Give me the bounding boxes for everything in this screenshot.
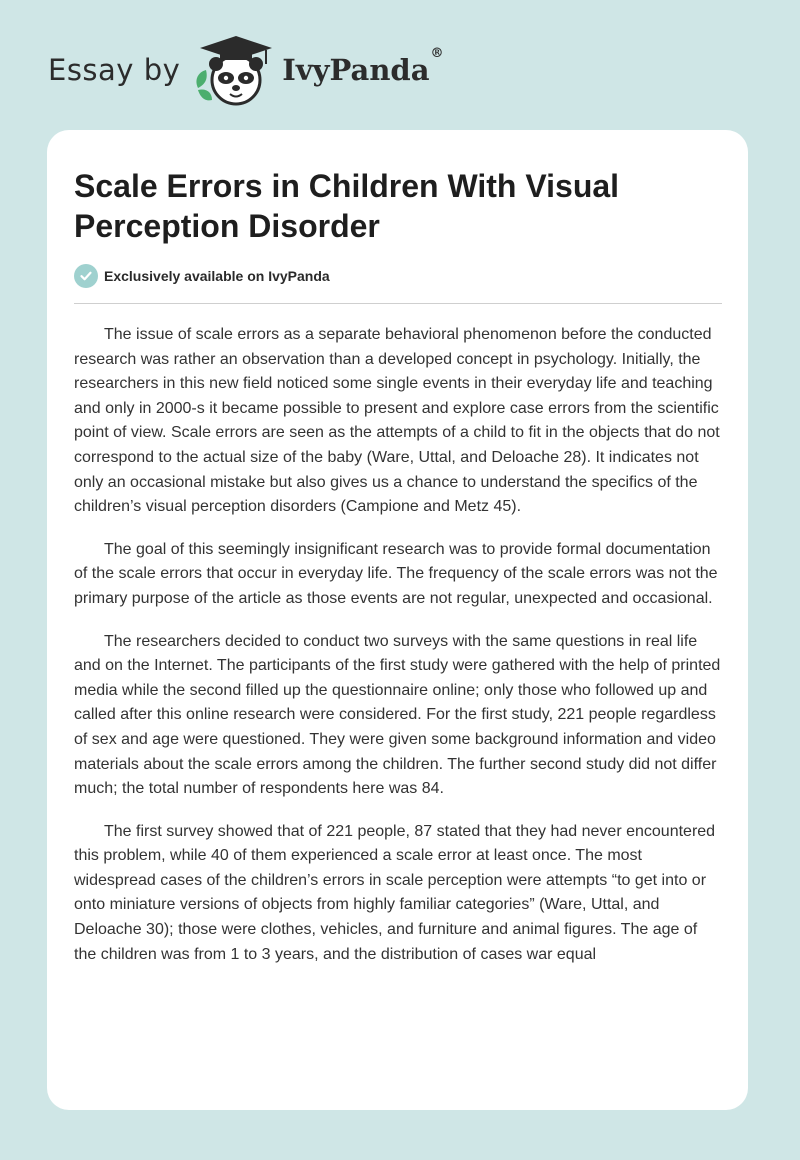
brand-text: IvyPanda <box>282 53 430 87</box>
exclusive-badge-label: Exclusively available on IvyPanda <box>104 268 330 284</box>
essay-by-label: Essay by <box>48 53 181 87</box>
divider <box>74 303 722 304</box>
paragraph: The issue of scale errors as a separate behavioral phenomenon before the conducted research was rather an observation than a developed concept in psychology. Initially, the researchers in this new field noticed some single events in their everyday life and teaching and only in 2000-s it became possible to present and explore case errors from the scientific point of view. Scale errors are seen as the attempts of a child to fit in the objects that do not correspond to the actual size of the baby (Ware, Uttal, and Deloache 28). It indicates not only an occasional mistake but also gives us a chance to understand the specifics of the children’s visual perception disorders (Campione and Metz 45). <box>74 326 720 516</box>
essay-card <box>47 130 748 1110</box>
check-icon <box>74 264 98 288</box>
paragraph: The first survey showed that of 221 people, 87 stated that they had never encountered this problem, while 40 of them experienced a scale error at least once. The most widespread cases of the children’s errors in scale perception were attempts “to get into or onto miniature versions of objects from highly familiar categories” (Ware, Uttal, and Deloache 30); those were clothes, vehicles, and furniture and animal figures. The age of the children was from 1 to 3 years, and the distribution of cases war equal <box>74 822 716 963</box>
page-title: Scale Errors in Children With Visual Perception Disorder <box>74 168 620 244</box>
panda-logo-icon[interactable] <box>192 30 274 110</box>
brand-name[interactable] <box>282 46 444 87</box>
site-header <box>48 30 444 110</box>
paragraph: The researchers decided to conduct two surveys with the same questions in real life and on the Internet. The participants of the first study were gathered with the help of printed media while the second filled up the questionnaire online; only those who followed up and called after this online research were considered. For the first study, 221 people regardless of sex and age were questioned. They were given some background information and video materials about the scale errors among the children. The further second study did not differ much; the total number of respondents here was 84. <box>74 632 721 798</box>
registered-mark: ® <box>430 46 444 62</box>
paragraph: The goal of this seemingly insignificant research was to provide formal documentation of the scale errors that occur in everyday life. The frequency of the scale errors was not the primary purpose of the article as those events are not regular, unexpected and occasional. <box>74 540 718 607</box>
exclusive-badge <box>74 264 722 288</box>
